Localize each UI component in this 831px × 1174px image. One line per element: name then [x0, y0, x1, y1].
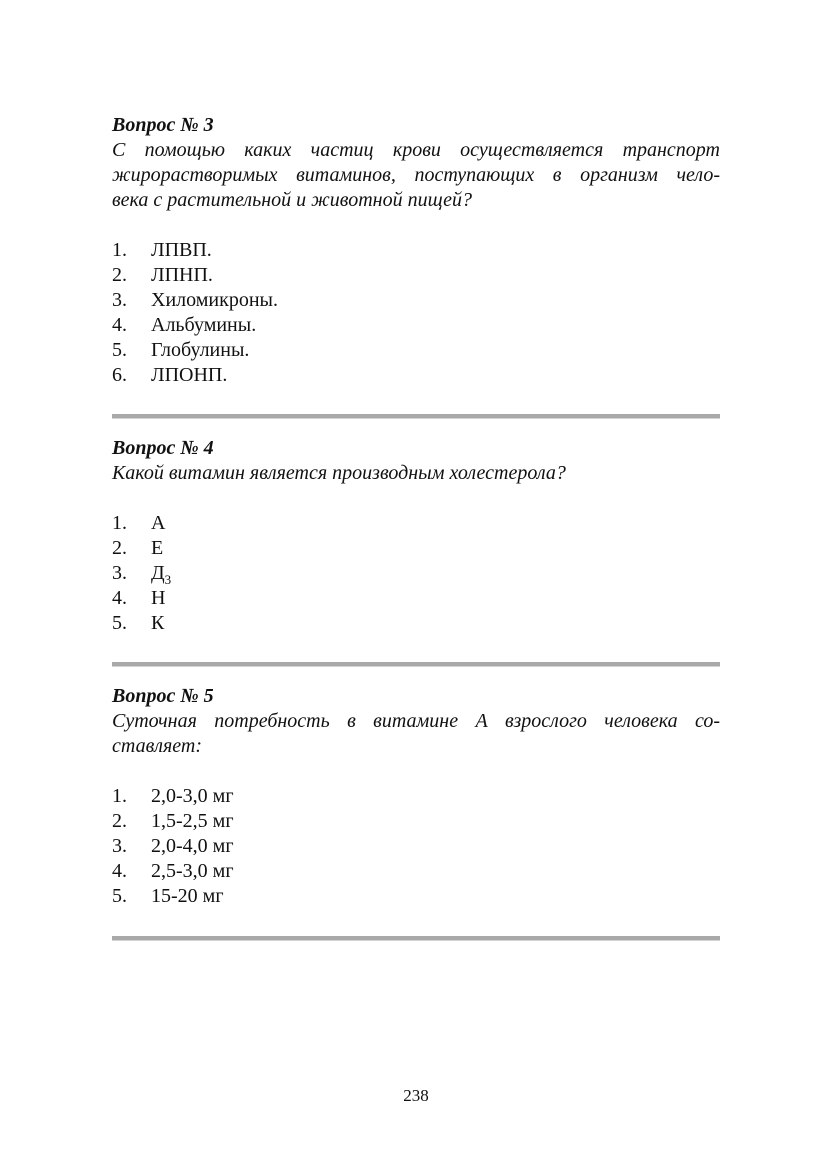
answer-option — [112, 238, 720, 263]
answer-option — [112, 586, 720, 611]
answer-option — [112, 561, 720, 586]
document-page — [112, 0, 720, 1174]
answer-number: 5. — [112, 612, 127, 634]
answer-option — [112, 884, 720, 909]
answer-text: 2,0-3,0 мг — [151, 785, 234, 807]
answer-text: ЛПОНП. — [151, 364, 228, 386]
answer-text: Глобулины. — [151, 339, 250, 361]
answer-text: 2,0-4,0 мг — [151, 835, 234, 857]
answer-text: ЛПВП. — [151, 239, 212, 261]
answer-text: Е — [151, 537, 164, 559]
answer-option — [112, 313, 720, 338]
question-4 — [112, 436, 720, 636]
question-text-line: С помощью каких частиц крови осуществляется транспорт — [112, 139, 720, 161]
answer-number: 3. — [112, 289, 127, 311]
section-divider — [112, 414, 720, 419]
answer-number: 5. — [112, 885, 127, 907]
answer-number: 1. — [112, 785, 127, 807]
answer-number: 4. — [112, 587, 127, 609]
answer-option — [112, 834, 720, 859]
answer-text: Хиломикроны. — [151, 289, 278, 311]
answer-number: 2. — [112, 810, 127, 832]
answer-number: 6. — [112, 364, 127, 386]
question-text — [112, 461, 720, 486]
question-text-line: ставляет: — [112, 735, 202, 757]
answer-list — [112, 238, 720, 388]
answer-text: 2,5-3,0 мг — [151, 860, 234, 882]
answer-number: 1. — [112, 512, 127, 534]
answer-option — [112, 784, 720, 809]
section-divider — [112, 662, 720, 667]
answer-number: 2. — [112, 537, 127, 559]
answer-subscript: 3 — [164, 572, 172, 587]
answer-list — [112, 511, 720, 636]
question-3 — [112, 113, 720, 388]
question-text-line: жирорастворимых витаминов, поступающих в организм чело- — [112, 164, 720, 186]
question-title: Вопрос № 3 — [112, 114, 214, 136]
answer-option — [112, 809, 720, 834]
answer-option — [112, 363, 720, 388]
answer-number: 3. — [112, 835, 127, 857]
answer-text: Д — [151, 562, 165, 584]
page-number: 238 — [403, 1086, 429, 1105]
answer-text: 15-20 мг — [151, 885, 224, 907]
question-title: Вопрос № 4 — [112, 437, 214, 459]
answer-text: Альбумины. — [151, 314, 257, 336]
answer-option — [112, 859, 720, 884]
answer-number: 4. — [112, 314, 127, 336]
answer-text: А — [151, 512, 166, 534]
answer-number: 5. — [112, 339, 127, 361]
answer-option — [112, 611, 720, 636]
answer-number: 2. — [112, 264, 127, 286]
answer-option — [112, 338, 720, 363]
question-text — [112, 709, 720, 759]
answer-text: 1,5-2,5 мг — [151, 810, 234, 832]
answer-number: 3. — [112, 562, 127, 584]
answer-option — [112, 288, 720, 313]
answer-number: 1. — [112, 239, 127, 261]
answer-option — [112, 536, 720, 561]
question-5 — [112, 684, 720, 909]
answer-option — [112, 263, 720, 288]
answer-text: К — [151, 612, 165, 634]
answer-text: Н — [151, 587, 166, 609]
answer-list — [112, 784, 720, 909]
question-text — [112, 138, 720, 213]
question-text-line: века с растительной и животной пищей? — [112, 189, 473, 211]
answer-number: 4. — [112, 860, 127, 882]
question-text-line: Суточная потребность в витамине А взрослого человека со- — [112, 710, 720, 732]
question-title: Вопрос № 5 — [112, 685, 214, 707]
section-divider — [112, 936, 720, 941]
question-text-line: Какой витамин является производным холестерола? — [112, 462, 566, 484]
answer-option — [112, 511, 720, 536]
answer-text: ЛПНП. — [151, 264, 213, 286]
